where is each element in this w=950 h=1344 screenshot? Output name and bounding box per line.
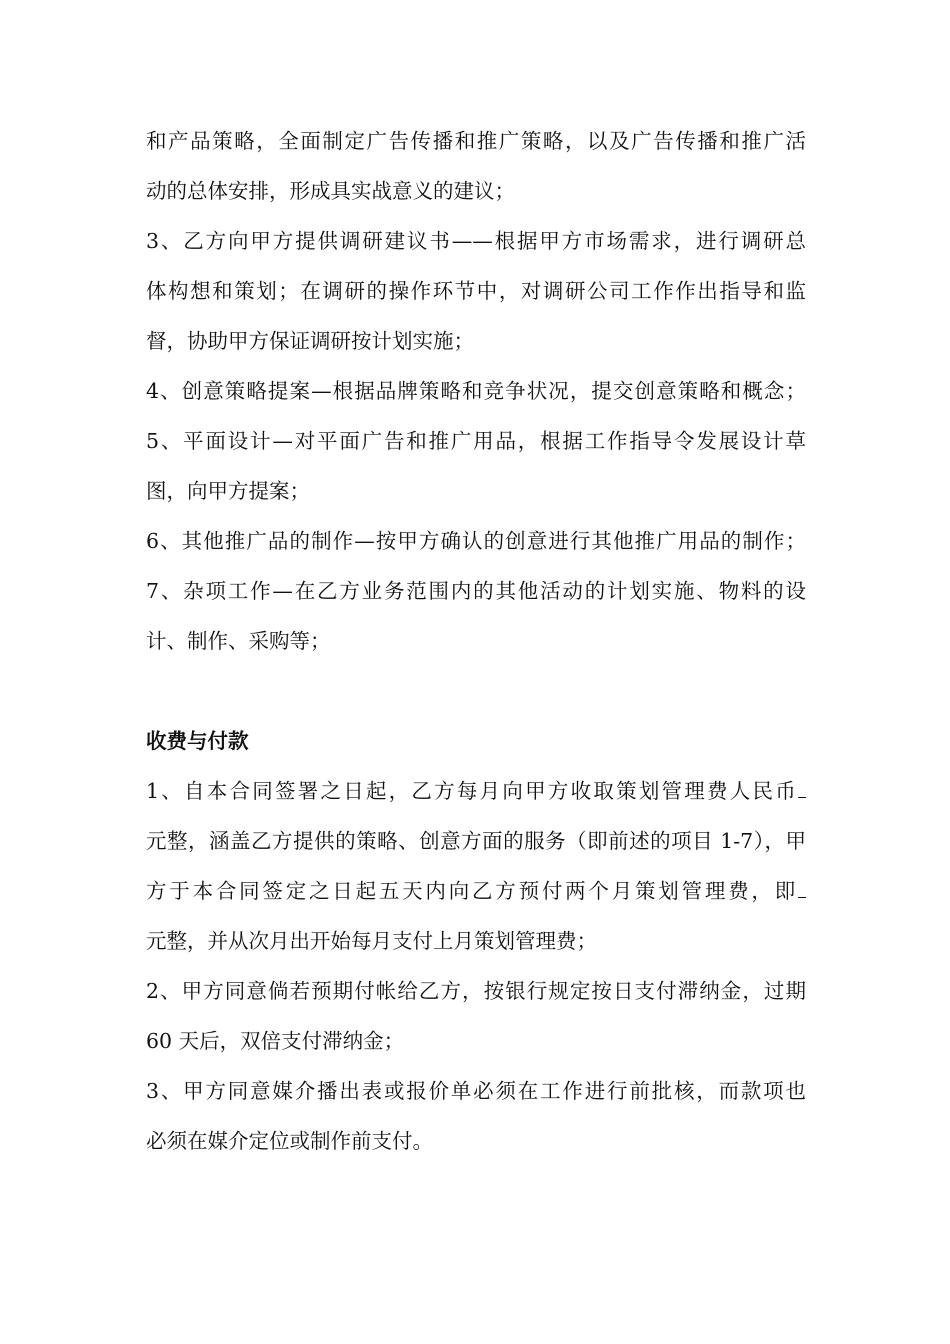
fee-item-1-line [146, 778, 806, 804]
list-item-3-line: 体构想和策划；在调研的操作环节中，对调研公司工作作出指导和监 [146, 279, 806, 303]
amount-blank [798, 779, 806, 798]
list-item-5-line: 图，向甲方提案； [146, 479, 310, 503]
fee-item-1-line: 元整，涵盖乙方提供的策略、创意方面的服务（即前述的项目 1-7），甲 [146, 829, 806, 853]
fee-item-3-line: 必须在媒介定位或制作前支付。 [146, 1129, 433, 1153]
fee-item-1-text: 方于本合同签定之日起五天内向乙方预付两个月策划管理费，即 [146, 879, 798, 903]
fee-item-1-text: 1、自本合同签署之日起，乙方每月向甲方收取策划管理费人民币 [146, 779, 798, 803]
list-item-5-line: 5、平面设计—对平面广告和推广用品，根据工作指导令发展设计草 [146, 429, 806, 453]
fee-item-1-line [146, 878, 806, 904]
fee-item-1-line: 元整，并从次月出开始每月支付上月策划管理费； [146, 929, 597, 953]
list-item-3-line: 督，协助甲方保证调研按计划实施； [146, 329, 474, 353]
fee-item-2-line: 2、甲方同意倘若预期付帐给乙方，按银行规定按日支付滞纳金，过期 [146, 979, 806, 1003]
paragraph-line: 和产品策略，全面制定广告传播和推广策略，以及广告传播和推广活 [146, 129, 806, 153]
amount-blank [798, 879, 806, 898]
list-item-7-line: 7、杂项工作—在乙方业务范围内的其他活动的计划实施、物料的设 [146, 579, 806, 603]
list-item-4-line: 4、创意策略提案—根据品牌策略和竞争状况，提交创意策略和概念； [146, 379, 806, 403]
fee-item-2-line: 60 天后，双倍支付滞纳金； [146, 1029, 405, 1053]
section-heading: 收费与付款 [146, 729, 249, 753]
paragraph-line: 动的总体安排，形成具实战意义的建议； [146, 179, 515, 203]
list-item-7-line: 计、制作、采购等； [146, 629, 331, 653]
list-item-6-line: 6、其他推广品的制作—按甲方确认的创意进行其他推广用品的制作； [146, 529, 806, 553]
list-item-3-line: 3、乙方向甲方提供调研建议书——根据甲方市场需求，进行调研总 [146, 229, 806, 253]
fee-item-3-line: 3、甲方同意媒介播出表或报价单必须在工作进行前批核，而款项也 [146, 1079, 806, 1103]
